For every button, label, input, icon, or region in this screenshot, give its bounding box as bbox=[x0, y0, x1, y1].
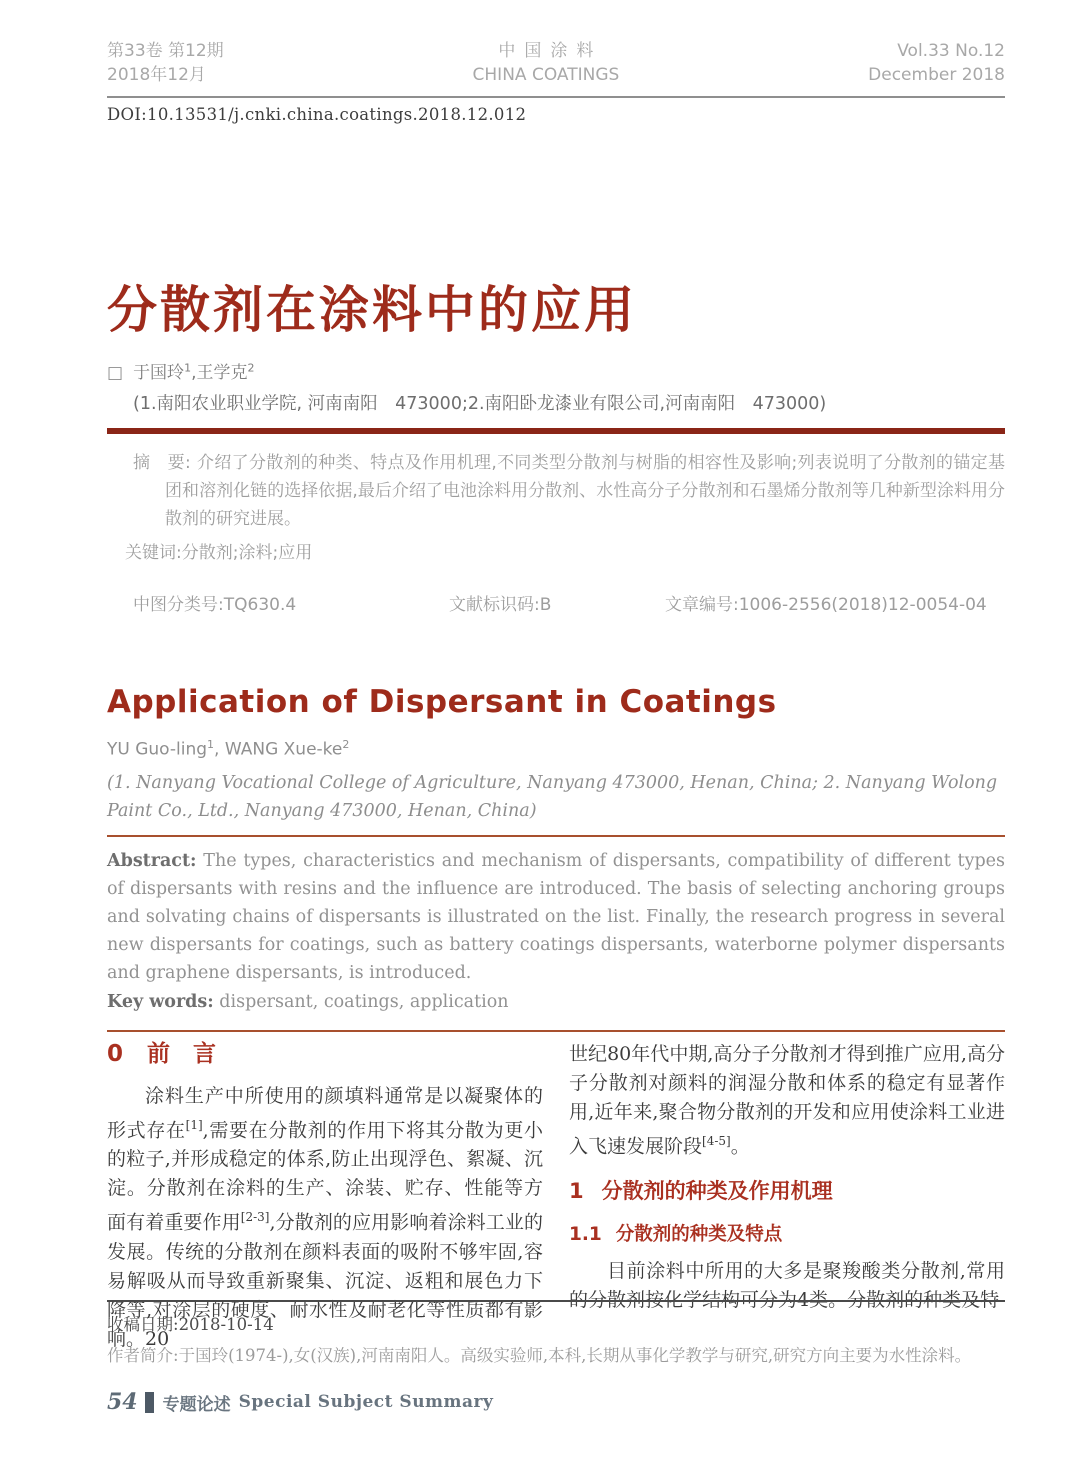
volume-issue-en: Vol.33 No.12 bbox=[897, 41, 1005, 61]
keywords-text-cn: 分散剂;涂料;应用 bbox=[181, 543, 313, 563]
abstract-text-en: The types, characteristics and mechanism of dispersants, compatibility of different types of dispersants with resins and the influence are introduced. The basis of selecting anchoring groups and solvating chains of dispersants is illustrated on the list. Finally, the research progress in several new dispersants for coatings, such as battery coatings dispersants, waterborne polymer dispersants and graphene dispersants, is introduced. bbox=[107, 850, 1005, 983]
section-1-number: 1 bbox=[569, 1179, 584, 1204]
intro-seg-2: ,需要在分散剂的作用下将其分散为更小的粒子,并形成稳定的体系,防止出现浮色、絮凝、沉淀。分散剂在涂料的生产、涂装、贮存、性能等方面有着重要作用 bbox=[107, 1119, 543, 1234]
header-divider-rule bbox=[107, 96, 1005, 98]
section-1-heading bbox=[569, 1177, 1005, 1206]
clc-number bbox=[133, 590, 449, 615]
footnote-rule bbox=[107, 1300, 1005, 1302]
title-separator-bar bbox=[107, 428, 1005, 434]
keywords-label-cn: 关键词: bbox=[125, 543, 182, 563]
authors-cn bbox=[107, 358, 1005, 383]
received-date-line bbox=[107, 1311, 1005, 1335]
received-value: 2018-10-14 bbox=[178, 1315, 274, 1334]
footer-section-cn: 专题论述 bbox=[162, 1394, 231, 1415]
keywords-label-en: Key words: bbox=[107, 991, 214, 1012]
received-label: 收稿日期: bbox=[107, 1315, 179, 1334]
article-id bbox=[665, 590, 987, 615]
section-1-1-heading bbox=[569, 1220, 1005, 1249]
author-cn-1: 于国玲 bbox=[133, 363, 185, 383]
article-title-cn: 分散剂在涂料中的应用 bbox=[107, 281, 637, 339]
author-en-1-sup: 1 bbox=[207, 738, 215, 751]
section-0-title: 前 言 bbox=[147, 1041, 217, 1067]
abstract-bottom-rule bbox=[107, 1030, 1005, 1032]
citation-ref-1: [1] bbox=[185, 1118, 203, 1132]
article-id-value: 1006-2556(2018)12-0054-04 bbox=[738, 595, 987, 615]
author-cn-2-sup: 2 bbox=[247, 361, 255, 375]
footer-section-en: Special Subject Summary bbox=[238, 1392, 494, 1412]
clc-value: TQ630.4 bbox=[223, 595, 297, 615]
abstract-text-cn: 介绍了分散剂的种类、特点及作用机理,不同类型分散剂与树脂的相容性及影响;列表说明了分散剂的锚定基团和溶剂化链的选择依据,最后介绍了电池涂料用分散剂、水性高分子分散剂和石墨烯分散剂等几种新型涂料用分散剂的研究进展。 bbox=[165, 453, 1005, 529]
article-head-en bbox=[107, 684, 1005, 1032]
volume-issue-cn: 第33卷 第12期 bbox=[107, 41, 224, 61]
author-en-2-sup: 2 bbox=[342, 738, 350, 751]
section-1-1-title: 分散剂的种类及特点 bbox=[615, 1224, 783, 1246]
abstract-en bbox=[107, 847, 1005, 987]
article-title-en: Application of Dispersant in Coatings bbox=[107, 684, 777, 720]
keywords-cn bbox=[125, 539, 1005, 567]
author-en-2: WANG Xue-ke bbox=[224, 739, 343, 760]
section-0-number: 0 bbox=[107, 1041, 124, 1067]
masthead-left bbox=[107, 40, 224, 88]
abstract-label-en: Abstract: bbox=[107, 850, 197, 871]
journal-title-cn: 中国涂料 bbox=[498, 41, 603, 61]
doc-code-label: 文献标识码: bbox=[449, 595, 540, 615]
intro-seg-3: ,分散剂的应用影响着涂料工业的发展。传统的分散剂在颜料表面的吸附不够牢固,容易解吸从而导致重新聚集、沉淀、返粗和展色力下降等,对涂层的硬度、耐水性及耐老化等性质都有影响。20 bbox=[107, 1211, 543, 1350]
footnote-block bbox=[107, 1300, 1005, 1366]
journal-title-en: CHINA COATINGS bbox=[472, 64, 620, 85]
section-0-heading bbox=[107, 1040, 543, 1069]
doi-text: DOI:10.13531/j.cnki.china.coatings.2018.12.012 bbox=[107, 104, 527, 124]
masthead-center bbox=[473, 40, 620, 88]
masthead-row bbox=[107, 40, 1005, 88]
author-marker-square: □ bbox=[107, 363, 124, 383]
author-en-separator: , bbox=[214, 739, 225, 760]
paragraph-intro-right bbox=[569, 1040, 1005, 1161]
article-head-cn bbox=[107, 270, 1005, 615]
date-cn: 2018年12月 bbox=[107, 64, 206, 85]
citation-ref-4-5: [4-5] bbox=[702, 1134, 731, 1148]
date-en: December 2018 bbox=[868, 64, 1005, 85]
document-code bbox=[449, 590, 665, 615]
footer-bar-icon bbox=[145, 1392, 154, 1413]
keywords-en bbox=[107, 988, 1005, 1016]
citation-ref-2-3: [2-3] bbox=[240, 1210, 270, 1225]
author-cn-1-sup: 1 bbox=[184, 361, 192, 375]
abstract-cn bbox=[133, 449, 1005, 533]
clc-label: 中图分类号: bbox=[133, 595, 224, 615]
keywords-text-en: dispersant, coatings, application bbox=[213, 991, 509, 1012]
bio-label: 作者简介: bbox=[107, 1346, 179, 1365]
abstract-block-cn bbox=[125, 449, 1005, 567]
section-1-title: 分散剂的种类及作用机理 bbox=[601, 1179, 833, 1204]
intro-seg-5: 。 bbox=[730, 1135, 750, 1158]
abstract-label-cn: 摘 要: bbox=[133, 453, 191, 473]
article-id-label: 文章编号: bbox=[665, 595, 739, 615]
intro-seg-1: 涂料生产中所使用的颜填料通常是以凝聚体的形式存在 bbox=[107, 1085, 543, 1142]
paragraph-section-1-1: 目前涂料中所用的大多是聚羧酸类分散剂,常用的分散剂按化学结构可分为4类。分散剂的种类及特 bbox=[569, 1260, 1005, 1312]
affiliation-en: (1. Nanyang Vocational College of Agriculture, Nanyang 473000, Henan, China; 2. Nanyang Wolong Paint Co., Ltd., Nanyang 473000, Henan, China) bbox=[107, 772, 998, 821]
bio-value: 于国玲(1974-),女(汉族),河南南阳人。高级实验师,本科,长期从事化学教学与研究,研究方向主要为水性涂料。 bbox=[178, 1346, 972, 1365]
author-bio-line bbox=[107, 1342, 1005, 1366]
author-cn-2: 王学克 bbox=[196, 363, 248, 383]
author-separator: , bbox=[191, 363, 197, 383]
abstract-top-rule bbox=[107, 835, 1005, 837]
section-1-1-number: 1.1 bbox=[569, 1224, 602, 1246]
journal-header bbox=[107, 40, 1005, 124]
classification-row bbox=[133, 590, 1005, 615]
page-footer bbox=[107, 1389, 1005, 1415]
doc-code-value: B bbox=[539, 595, 552, 615]
author-en-1: YU Guo-ling bbox=[107, 739, 208, 760]
authors-en bbox=[107, 738, 1005, 760]
intro-seg-4: 世纪80年代中期,高分子分散剂才得到推广应用,高分子分散剂对颜料的润湿分散和体系的稳定有显著作用,近年来,聚合物分散剂的开发和应用使涂料工业进入飞速发展阶段 bbox=[569, 1043, 1005, 1158]
affiliation-cn: (1.南阳农业职业学院, 河南南阳 473000;2.南阳卧龙漆业有限公司,河南南阳 473000) bbox=[133, 394, 827, 414]
page-number: 54 bbox=[107, 1389, 138, 1415]
masthead-right bbox=[868, 40, 1005, 88]
